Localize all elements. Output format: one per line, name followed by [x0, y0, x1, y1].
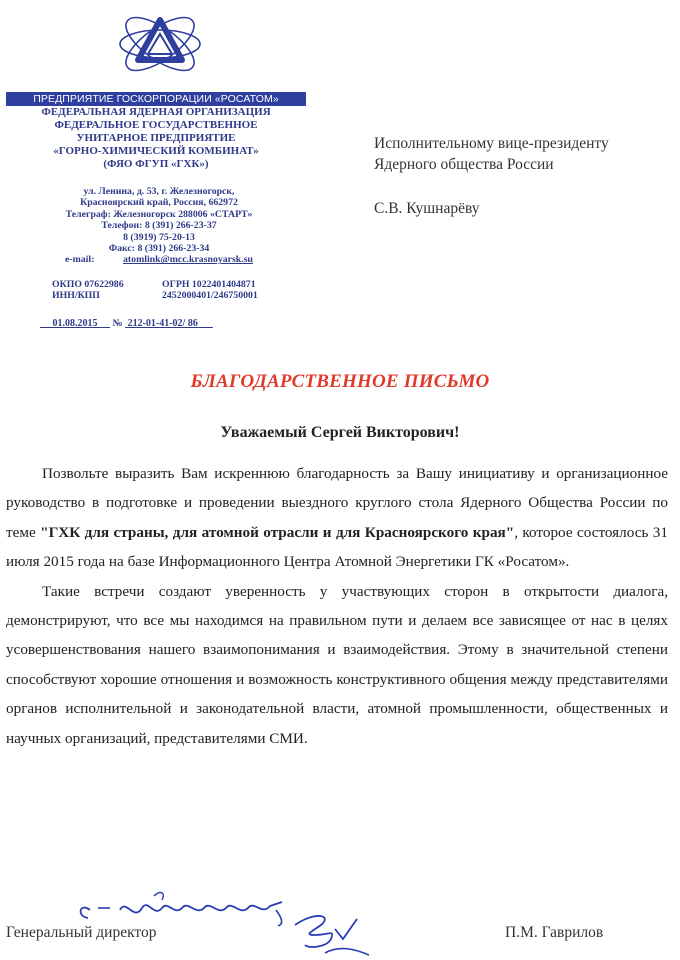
signature-icon	[285, 905, 395, 960]
paragraph: Такие встречи создают уверенность у участвующих сторон в открытости диалога, демонстрируют, что все мы находимся на правильном пути и делаем все зависящее от нас в целях усовершенствования нашего взаимопонимания и взаимодействия. Этому в значительной степени способствуют хорошие отношения и возможность конструктивного общения между представителями органов исполнительной и законодательной власти, атомной промышленности, общественных и научных организаций, представителями СМИ.	[6, 582, 668, 747]
code-value: 2452000401/246750001	[162, 290, 258, 302]
recipient-organization: Ядерного общества России	[374, 156, 554, 173]
letter-body	[6, 459, 668, 753]
organization-name	[6, 106, 306, 171]
code-value: ОГРН 1022401404871	[162, 279, 256, 290]
registration-codes	[52, 279, 292, 302]
phone-line: 8 (3919) 75-20-13	[123, 231, 195, 243]
email-link[interactable]: atomlink@mcc.krasnoyarsk.su	[123, 254, 253, 266]
contact-block	[24, 186, 294, 266]
email-label: e-mail:	[65, 254, 95, 266]
code-row	[52, 290, 292, 301]
signatory-name: П.М. Гаврилов	[505, 924, 604, 941]
code-key: ИНН/КПП	[52, 290, 100, 302]
salutation: Уважаемый Сергей Викторович!	[220, 424, 460, 441]
letter-number: 212-01-41-02/ 86	[127, 318, 198, 329]
enterprise-band: ПРЕДПРИЯТИЕ ГОСКОРПОРАЦИИ «РОСАТОМ»	[6, 92, 306, 106]
org-line: «ГОРНО-ХИМИЧЕСКИЙ КОМБИНАТ»	[53, 145, 259, 157]
fax-line: Факс: 8 (391) 266-23-34	[108, 243, 210, 255]
number-sign: №	[112, 318, 123, 329]
telegraph-line: Телеграф: Железногорск 288006 «СТАРТ»	[65, 208, 253, 220]
org-line: УНИТАРНОЕ ПРЕДПРИЯТИЕ	[76, 132, 236, 144]
paragraph: Позвольте выразить Вам искреннюю благодарность за Вашу инициативу и организационное руководство в подготовке и проведении выездного круглого стола Ядерного Общества России по теме "ГХК для страны, для атомной отрасли и для Красноярского края", которое состоялось 31 июля 2015 года на базе Информационного Центра Атомной Энергетики ГК «Росатом».	[6, 465, 668, 571]
recipient-position: Исполнительному вице-президенту	[374, 135, 609, 152]
address-line: Красноярский край, Россия, 662972	[80, 197, 238, 209]
code-key: ОКПО 07622986	[52, 279, 124, 290]
code-row	[52, 279, 292, 290]
recipient-block	[374, 133, 674, 219]
address-line: ул. Ленина, д. 53, г. Железногорск,	[83, 186, 235, 197]
org-line: (ФЯО ФГУП «ГХК»)	[103, 158, 209, 170]
org-line: ФЕДЕРАЛЬНАЯ ЯДЕРНАЯ ОРГАНИЗАЦИЯ	[41, 106, 271, 118]
recipient-name: С.В. Кушнарёву	[374, 200, 480, 217]
email-line	[24, 254, 294, 265]
document-title: БЛАГОДАРСТВЕННОЕ ПИСЬМО	[190, 371, 490, 392]
event-topic: "ГХК для страны, для атомной отрасли и для Красноярского края"	[40, 523, 515, 541]
letter-date: 01.08.2015	[52, 318, 98, 329]
rosatom-logo-icon	[112, 4, 208, 84]
phone-line: Телефон: 8 (391) 266-23-37	[101, 220, 217, 232]
outgoing-registration	[40, 318, 290, 329]
org-line: ФЕДЕРАЛЬНОЕ ГОСУДАРСТВЕННОЕ	[54, 119, 258, 131]
signatory-position: Генеральный директор	[6, 924, 157, 941]
handwritten-closing-icon	[70, 888, 310, 928]
